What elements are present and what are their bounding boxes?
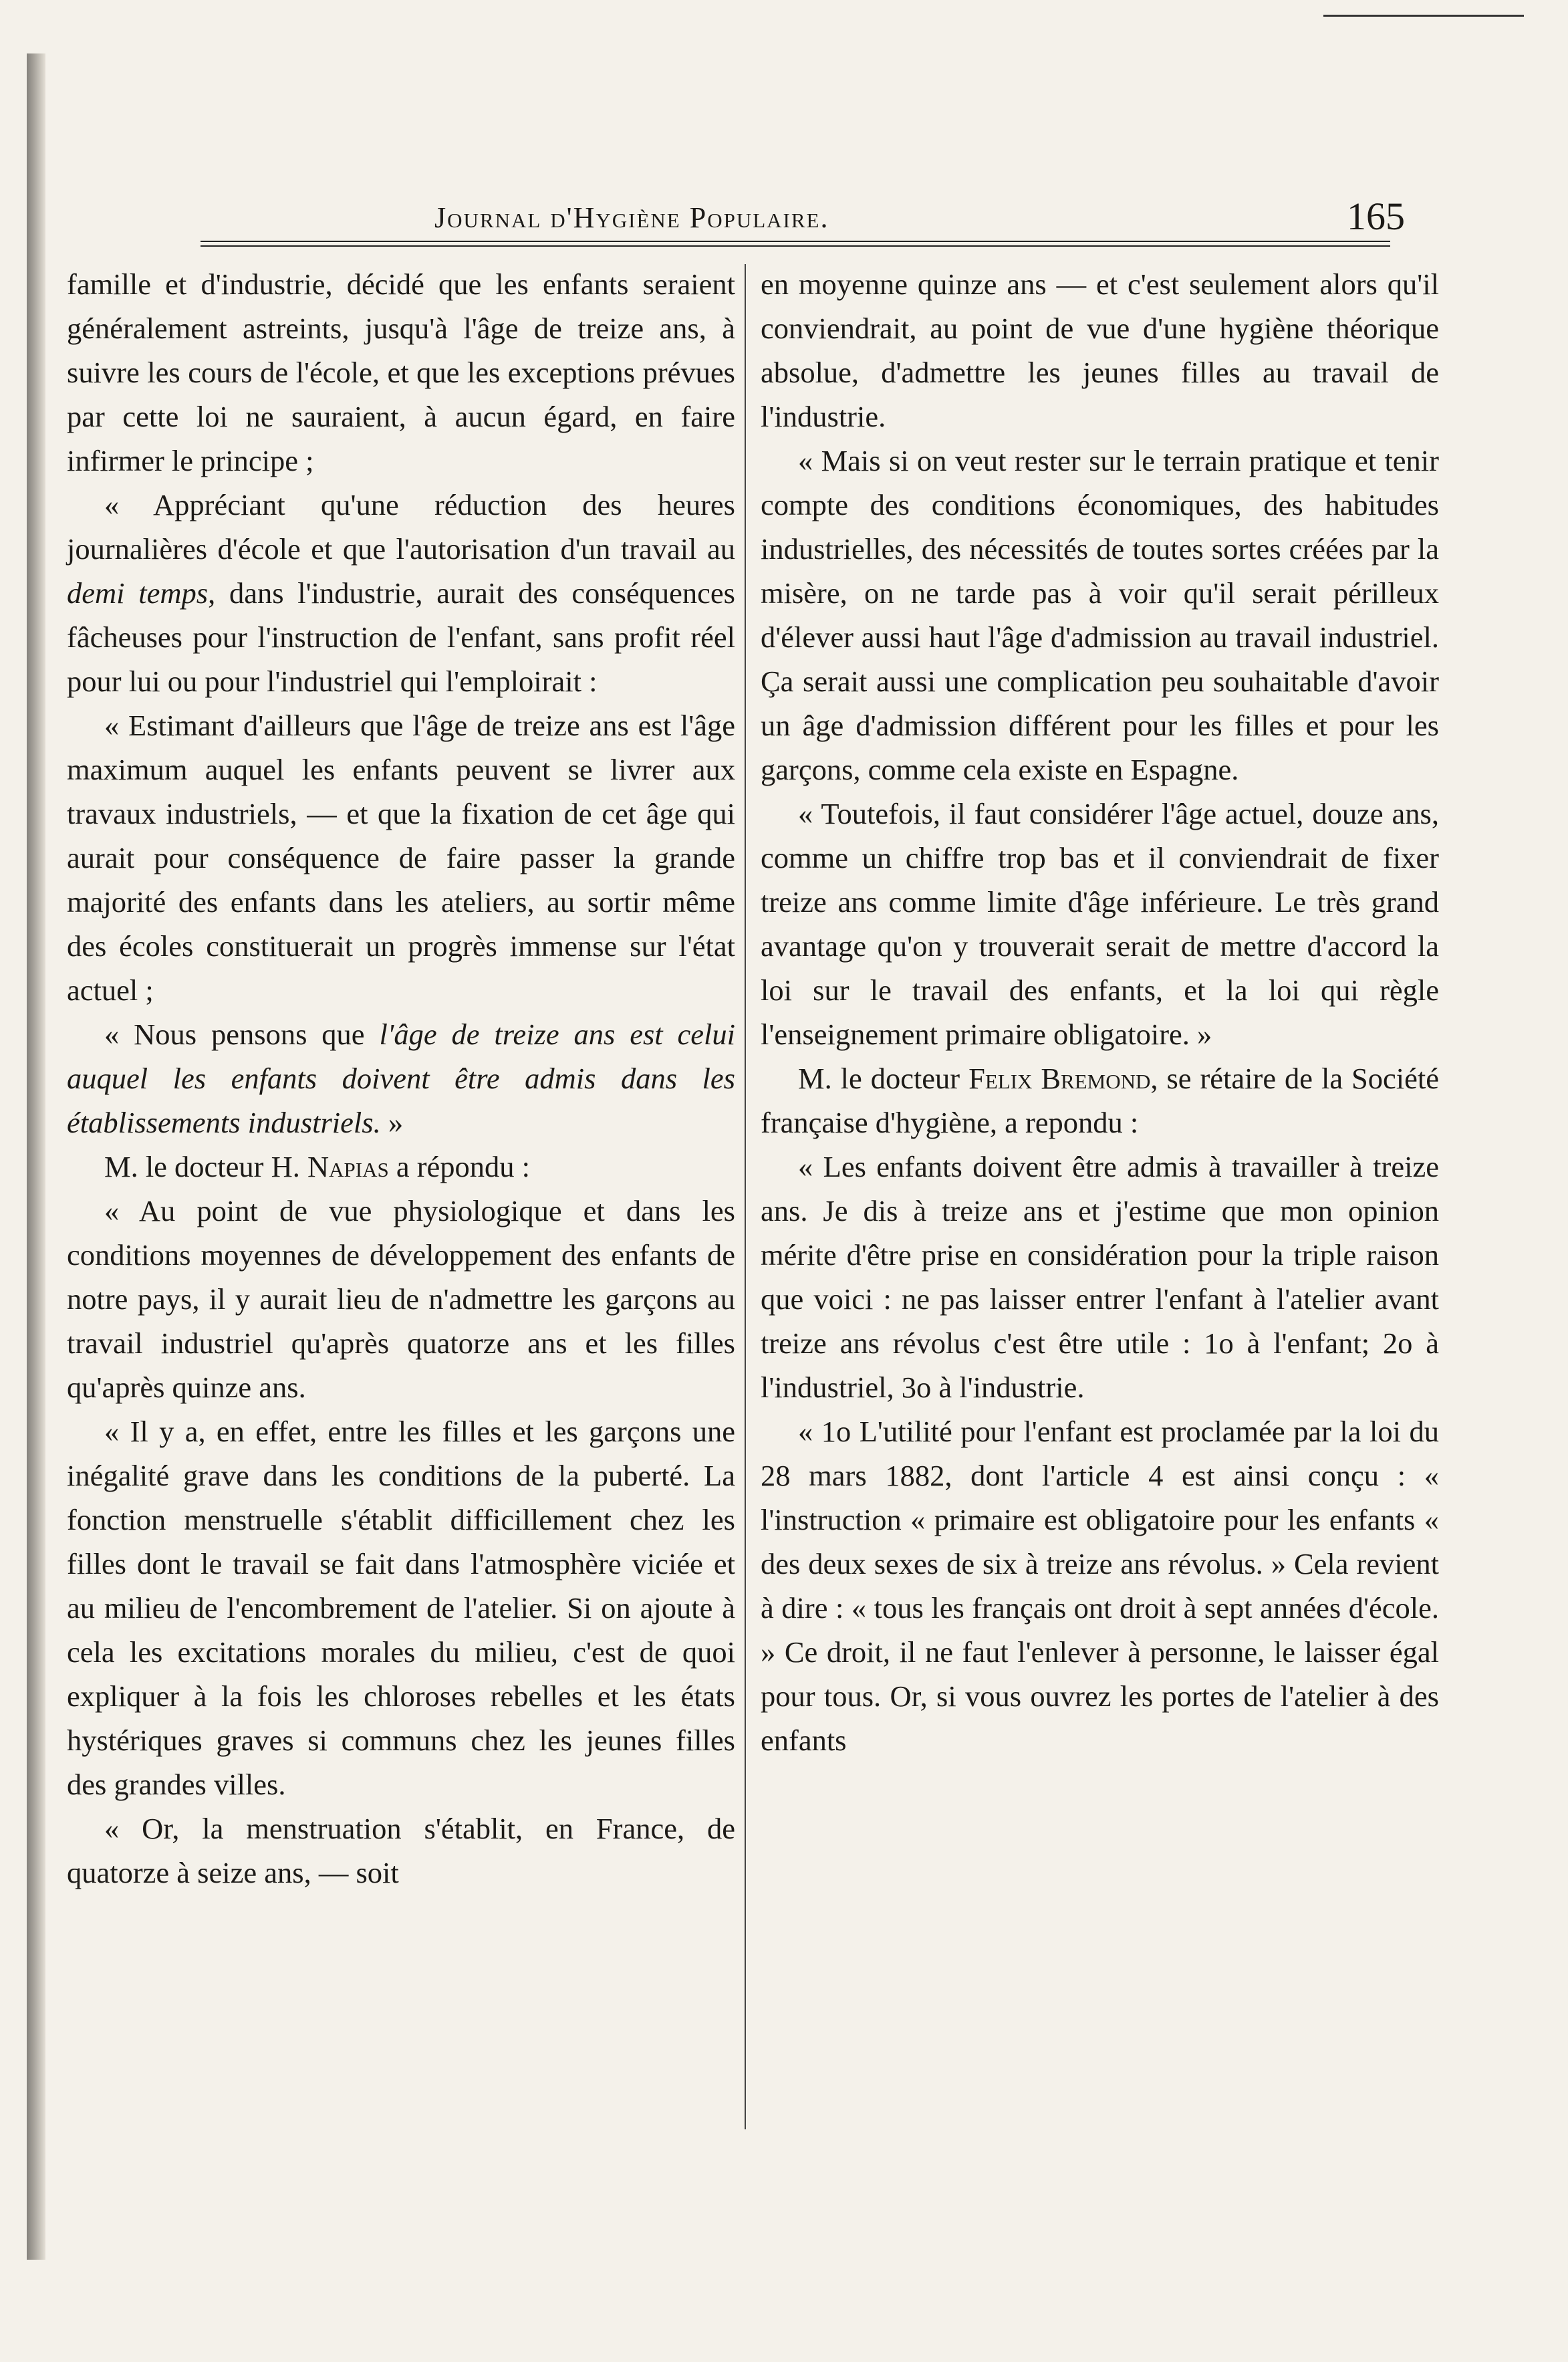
running-title: Journal d'Hygiène Populaire. xyxy=(434,201,829,234)
paragraph: « 1o L'utilité pour l'enfant est proclamée par la loi du 28 mars 1882, dont l'article 4 est ainsi conçu : « l'instruction « primaire est obligatoire pour les enfants « des deux sexes de six à treize ans révolus. » Cela revient à dire : « tous les français ont droit à sept années d'école. » Ce droit, il ne faut l'enlever à personne, le laisser égal pour tous. Or, si vous ouvrez les portes de l'atelier à des enfants xyxy=(761,1415,1439,1757)
page-binding-edge xyxy=(27,53,45,2260)
paragraph: famille et d'industrie, décidé que les enfants seraient généralement astreints, jusqu'à l'âge de treize ans, à suivre les cours de l'école, et que les exceptions prévues par cette loi ne sauraient, à aucun égard, en faire infirmer le principe ; xyxy=(67,267,735,477)
italic-run: l'âge de treize ans est celui auquel les enfants doivent être admis dans les établissements industriels. xyxy=(67,1018,736,1139)
text-run: M. le docteur H. xyxy=(104,1150,308,1183)
left-column xyxy=(67,262,735,1895)
text-run: » xyxy=(380,1106,404,1139)
right-column xyxy=(761,262,1439,1762)
text-run: a répondu : xyxy=(388,1150,531,1183)
author-name: Felix Bremond xyxy=(968,1062,1151,1095)
text-run: « Nous pensons que xyxy=(104,1018,380,1051)
text-run: « Appréciant qu'une réduction des heures journalières d'école et que l'autorisation d'un travail au xyxy=(67,488,735,566)
paragraph xyxy=(761,1056,1439,1145)
top-rule xyxy=(1323,15,1524,17)
header-rule xyxy=(201,241,1390,247)
paragraph: « Estimant d'ailleurs que l'âge de treize ans est l'âge maximum auquel les enfants peuvent se livrer aux travaux industriels, — et que la fixation de cet âge qui aurait pour conséquence de faire passer la grande majorité des enfants dans les ateliers, au sortir même des écoles constituerait un progrès immense sur l'état actuel ; xyxy=(67,709,735,1007)
column-divider xyxy=(745,264,746,2129)
paragraph: « Au point de vue physiologique et dans les conditions moyennes de développement des enfants de notre pays, il y aurait lieu de n'admettre les garçons au travail industriel qu'après quatorze ans et les filles qu'après quinze ans. xyxy=(67,1194,735,1404)
text-run: , dans l'industrie, aurait des conséquences fâcheuses pour l'instruction de l'enfant, sans profit réel pour lui ou pour l'industriel qui l'emploirait : xyxy=(67,576,736,698)
text-run: , se rétaire de la Société française d'hygiène, a repondu : xyxy=(761,1062,1439,1139)
italic-run: demi temps xyxy=(67,576,209,610)
paragraph: en moyenne quinze ans — et c'est seulement alors qu'il conviendrait, au point de vue d'une hygiène théorique absolue, d'admettre les jeunes filles au travail de l'industrie. xyxy=(761,267,1439,433)
paragraph xyxy=(67,1012,735,1145)
page-number: 165 xyxy=(1347,195,1405,238)
paragraph: « Or, la menstruation s'établit, en France, de quatorze à seize ans, — soit xyxy=(67,1812,735,1889)
text-run: M. le docteur xyxy=(798,1062,969,1095)
paragraph xyxy=(67,1145,735,1189)
paragraph: « Les enfants doivent être admis à travailler à treize ans. Je dis à treize ans et j'estime que mon opinion mérite d'être prise en considération pour la triple raison que voici : ne pas laisser entrer l'enfant à l'atelier avant treize ans révolus c'est être utile : 1o à l'enfant; 2o à l'industriel, 3o à l'industrie. xyxy=(761,1150,1439,1404)
page-header xyxy=(0,194,1568,247)
paragraph: « Mais si on veut rester sur le terrain pratique et tenir compte des conditions économiques, des habitudes industrielles, des nécessités de toutes sortes créées par la misère, on ne tarde pas à voir qu'il serait périlleux d'élever aussi haut l'âge d'admission au travail industriel. Ça serait aussi une complication peu souhaitable d'avoir un âge d'admission différent pour les filles et pour les garçons, comme cela existe en Espagne. xyxy=(761,444,1439,786)
paragraph xyxy=(67,483,735,703)
paragraph: « Il y a, en effet, entre les filles et les garçons une inégalité grave dans les conditions de la puberté. La fonction menstruelle s'établit difficillement chez les filles dont le travail se fait dans l'atmosphère viciée et au milieu de l'encombrement de l'atelier. Si on ajoute à cela les excitations morales du milieu, c'est de quoi expliquer à la fois les chloroses rebelles et les états hystériques graves si communs chez les jeunes filles des grandes villes. xyxy=(67,1415,735,1801)
paragraph: « Toutefois, il faut considérer l'âge actuel, douze ans, comme un chiffre trop bas et il conviendrait de fixer treize ans comme limite d'âge inférieure. Le très grand avantage qu'on y trouverait serait de mettre d'accord la loi sur le travail des enfants, et la loi qui règle l'enseignement primaire obligatoire. » xyxy=(761,797,1439,1051)
author-name: Napias xyxy=(307,1150,389,1183)
